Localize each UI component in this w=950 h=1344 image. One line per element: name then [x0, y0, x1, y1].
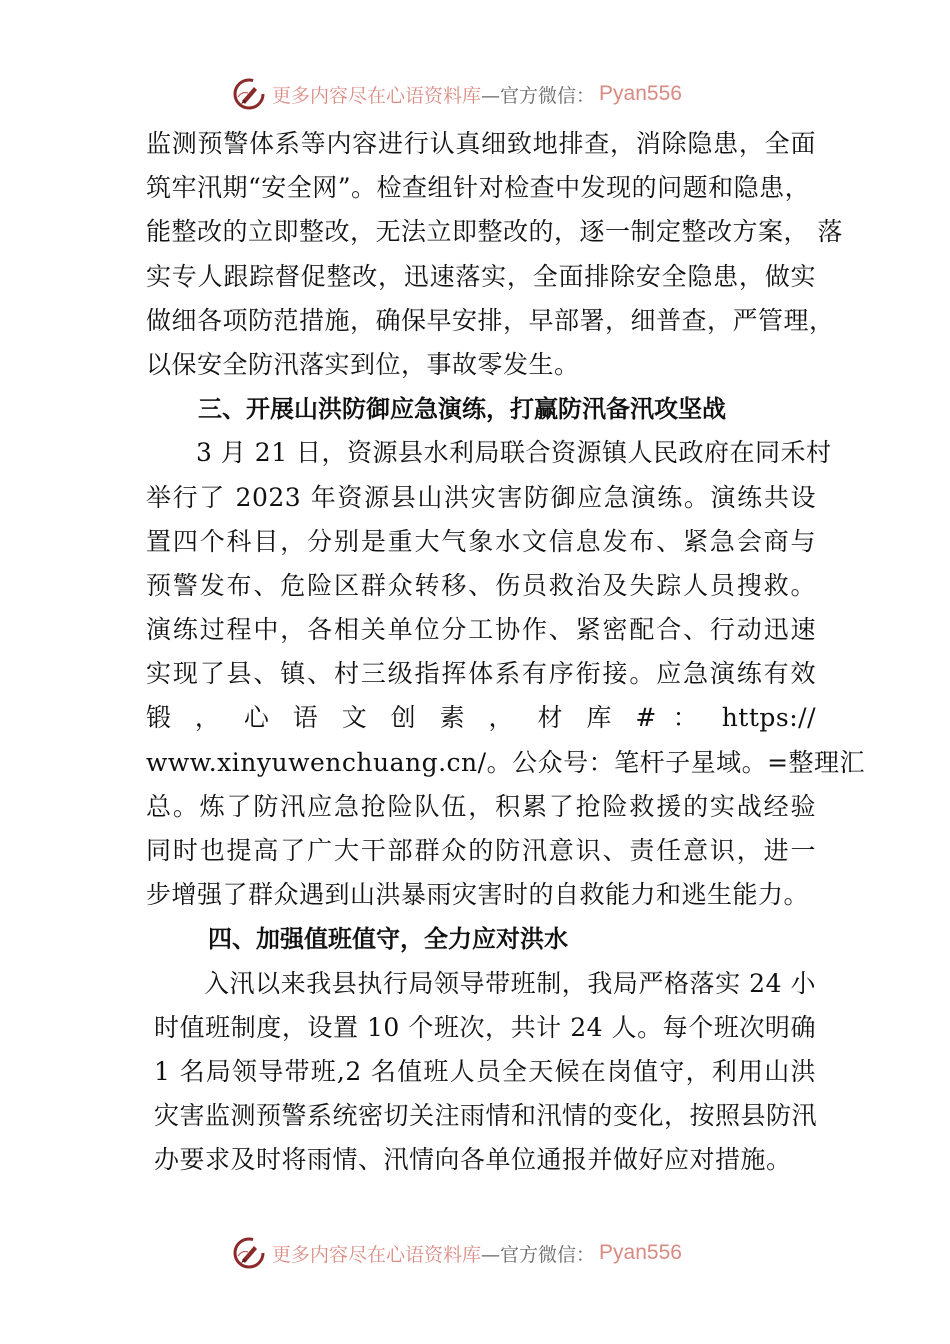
text-line: 灾害监测预警系统密切关注雨情和汛情的变化，按照县防汛: [154, 1101, 818, 1131]
text-line: 总。炼了防汛应急抢险队伍，积累了抢险救援的实战经验: [146, 791, 816, 821]
text-line: 时值班制度，设置 10 个班次，共计 24 人。每个班次明确: [154, 1012, 816, 1042]
brand-text: 更多内容尽在心语资料库: [272, 1243, 482, 1266]
wechat-id: Pyan556: [599, 1241, 682, 1264]
footer-watermark-banner: [232, 1233, 682, 1273]
text-line: 监测预警体系等内容进行认真细致地排查，消除隐患，全面: [146, 129, 816, 158]
text-line-url: 锻 ， 心 语 文 创 素 ， 材 库 # ： https://: [146, 703, 816, 733]
text-line: 预警发布、危险区群众转移、伤员救治及失踪人员搜救。: [146, 570, 816, 600]
text-line: 能整改的立即整改，无法立即整改的，逐一制定整改方案， 落: [146, 217, 843, 247]
brand-text: 更多内容尽在心语资料库: [272, 84, 482, 107]
section-3-body: [146, 431, 866, 917]
text-line: 步增强了群众遇到山洪暴雨灾害时的自救能力和逃生能力。: [146, 880, 810, 910]
text-line: 入汛以来我县执行局领导带班制，我局严格落实 24 小: [204, 968, 816, 998]
text-line: 置四个科目，分别是重大气象水文信息发布、紧急会商与: [146, 526, 816, 556]
text-line: 同时也提高了广大干部群众的防汛意识、责任意识，进一: [146, 836, 816, 865]
section-4-body: [146, 962, 816, 1183]
paragraph-continued: [146, 122, 843, 387]
official-wechat-label: —官方微信：: [481, 84, 596, 107]
wechat-id: Pyan556: [599, 82, 682, 105]
header-watermark-banner: [232, 74, 682, 114]
text-line: 举行了 2023 年资源县山洪灾害防御应急演练。演练共设: [146, 482, 816, 512]
document-body: [146, 122, 866, 1183]
text-line: 实专人跟踪督促整改，迅速落实，全面排除安全隐患，做实: [146, 261, 816, 291]
pen-nib-circle-icon: [232, 1236, 266, 1270]
text-line: 做细各项防范措施，确保早安排，早部署，细普查，严管理，: [146, 305, 835, 335]
text-line: 实现了县、镇、村三级指挥体系有序衔接。应急演练有效: [146, 659, 816, 689]
text-line: 演练过程中，各相关单位分工协作、紧密配合、行动迅速: [146, 615, 816, 645]
official-wechat-label: —官方微信：: [481, 1243, 596, 1266]
section-heading-4: 四、加强值班值守，全力应对洪水: [208, 925, 568, 954]
text-line: 筑牢汛期“安全网”。检查组针对检查中发现的问题和隐患，: [146, 173, 811, 203]
text-line: 以保安全防汛落实到位，事故零发生。: [146, 349, 580, 379]
pen-nib-circle-icon: [232, 77, 266, 111]
text-line: 办要求及时将雨情、汛情向各单位通报并做好应对措施。: [154, 1145, 792, 1175]
text-line: 1 名局领导带班,2 名值班人员全天候在岗值守，利用山洪: [154, 1056, 816, 1086]
text-line: 3 月 21 日，资源县水利局联合资源镇人民政府在同禾村: [196, 438, 832, 468]
text-line: www.xinyuwenchuang.cn/。公众号：笔杆子星域。=整理汇: [146, 747, 866, 777]
section-heading-3: 三、开展山洪防御应急演练，打赢防汛备汛攻坚战: [198, 395, 726, 424]
